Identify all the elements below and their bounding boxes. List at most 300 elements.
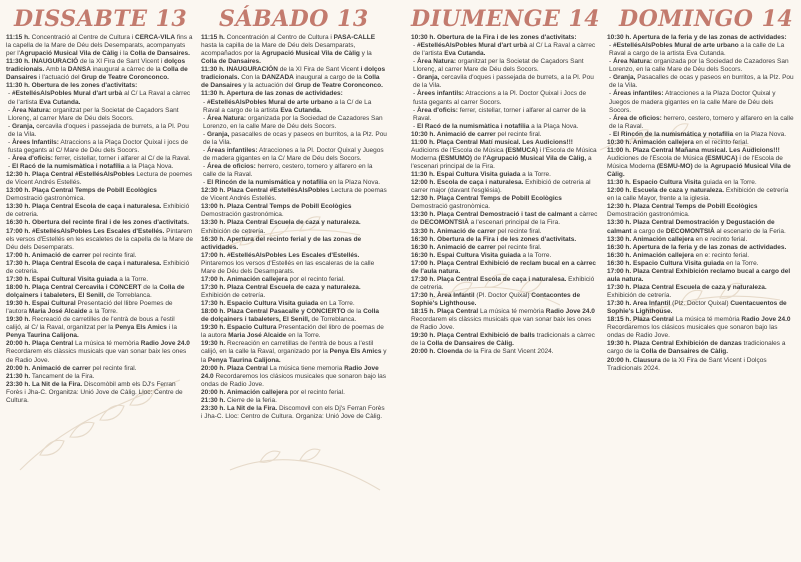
- schedule-entry: [6, 228, 193, 252]
- entry-highlight: #EstellésAlsPobles Mural de arte urbano: [612, 42, 739, 50]
- entry-text: -: [609, 114, 613, 122]
- schedule-entry: [607, 147, 795, 179]
- schedule-entry: [6, 260, 193, 276]
- entry-highlight: 10:30 h. Animació de carrer: [411, 130, 496, 138]
- entry-text: a la calle de La Raval a cargo de la artista Eva Cutanda.: [609, 42, 785, 58]
- entry-text: tradicionales a cargo de la: [607, 340, 786, 356]
- entry-text: -: [413, 90, 417, 98]
- entry-highlight: 13:00 h. Plaça Central Temps de Pobill Ecològics: [6, 187, 157, 195]
- entry-text: a la Torre.: [520, 251, 552, 259]
- entry-text: y la actuación del: [241, 82, 296, 90]
- schedule-entry: [6, 187, 193, 203]
- schedule-entry: [607, 300, 795, 316]
- activity-zone-item: [6, 163, 193, 171]
- entry-text: pel recinte firal.: [90, 251, 137, 259]
- entry-highlight: 19:30 h.: [6, 316, 31, 324]
- entry-highlight: 12:30 h. Plaza Central #EstellésAlsPobles: [201, 187, 330, 195]
- entry-text: Exhibición de cetrería.: [201, 292, 266, 299]
- entry-text: a l'escenari principal de la Fira.: [411, 154, 592, 170]
- schedule-entry: [607, 203, 795, 219]
- activity-zone-item: [411, 90, 599, 106]
- entry-text: Atracciones a la Plaza Doctor Quixal y Juegos de madera gigantes en la calle Mare de Déu dels Socors.: [609, 90, 776, 114]
- schedule-entry: [6, 365, 193, 373]
- schedule-entry: [201, 284, 387, 300]
- entry-highlight: Colla de Dansaires.: [201, 58, 261, 66]
- entry-highlight: Grup de Teatre Coronconco.: [81, 74, 169, 82]
- entry-highlight: 11:30 h. Obertura de les zones d'activitats:: [6, 82, 138, 90]
- entry-text: Pintarem els versos d'Estellés en les escaletes de la capella de la Mare de Déu dels Desemparats.: [6, 227, 193, 251]
- entry-text: Recordarem els clàssics musicals que van sonar baix les ones de Radio Jove.: [6, 348, 187, 364]
- entry-text: por el recinto ferial.: [287, 275, 345, 283]
- entry-text: -: [609, 58, 613, 66]
- entry-text: Atraccions a la Plaça Doctor Quixal i jocs de fusta gegants al C/ Mare de Déu dels Socors.: [8, 138, 188, 154]
- entry-highlight: Eva Cutanda.: [39, 98, 81, 106]
- entry-text: pasacalles de ocas y paseos en burritos, a la Plz. Pou de la Vila.: [203, 130, 387, 146]
- schedule-entry: [201, 308, 387, 324]
- entry-text: Demostración gastronómica.: [607, 211, 690, 219]
- entry-highlight: 13:30 h. Plaza Central Demostración y Degustación de calmant: [607, 219, 775, 235]
- entry-text: -: [8, 90, 12, 98]
- entry-highlight: Radio Jove 24.0: [741, 316, 791, 324]
- entry-highlight: 11:30 h. Espacio Cultura Visita: [607, 179, 702, 187]
- schedule-entry: [201, 34, 387, 66]
- entry-highlight: Granja,: [11, 122, 35, 130]
- entry-text: Pintaremos los versos d'Estellés en las escaleras de la calle Mare de Déu dels Desamparats.: [201, 259, 375, 275]
- entry-highlight: 17:30 h. Plaza Central Escuela de caza y naturaleza.: [607, 283, 767, 291]
- schedule-entry: [411, 211, 599, 227]
- column-sabado: [201, 6, 387, 421]
- entry-text: -: [413, 58, 417, 66]
- entry-highlight: El Racó de la numismàtica i notafília: [11, 163, 125, 170]
- entry-highlight: 13:30 h. Plaça Central Demostració i tast de calmant: [411, 211, 573, 219]
- entry-text: pel recinte firal.: [495, 243, 542, 251]
- entry-highlight: 13:30 h. Plaça Central Escola de caça i naturalesa.: [6, 203, 162, 211]
- schedule-entry: [201, 66, 387, 90]
- entry-highlight: Colla de Dansaires: [6, 66, 188, 82]
- entry-highlight: 17:00 h. #EstellésAlsPobles Les Escales d'Estellés.: [6, 227, 165, 235]
- schedule-entry: [201, 405, 387, 421]
- entry-text: y la: [201, 348, 387, 364]
- day-title: DOMINGO 14: [619, 6, 794, 32]
- entry-text: (Plz. Doctor Quixal): [670, 300, 731, 308]
- schedule-entry: [411, 276, 599, 292]
- entry-text: Presentación del libro de poemas de la autora: [201, 324, 384, 340]
- schedule-entry: [6, 58, 193, 82]
- schedule-entry: [607, 340, 795, 356]
- entry-highlight: 17:30 h. Espacio Cultura Visita guiada: [201, 300, 319, 308]
- column-diumenge: [411, 6, 599, 357]
- entry-text: pel recinte firal.: [90, 364, 137, 372]
- entry-highlight: Área de oficios:: [612, 114, 662, 122]
- entry-text: de Torreblanca.: [105, 292, 152, 299]
- entry-highlight: 19:30 h.: [201, 340, 226, 348]
- entry-highlight: 16:30 h. Animació de carrer: [411, 243, 496, 251]
- entry-text: a la Plaça Nova.: [124, 163, 174, 170]
- entry-text: en el recinto ferial.: [693, 138, 749, 146]
- schedule-list: [6, 34, 193, 405]
- entry-highlight: Granja,: [416, 74, 440, 82]
- schedule-list: [607, 34, 795, 373]
- entry-text: guiada en la Torre.: [701, 179, 757, 187]
- schedule-list: [411, 34, 599, 357]
- entry-text: -: [8, 122, 12, 130]
- entry-highlight: Colla de dolçainers i tabaleters, El Senill,: [201, 308, 380, 324]
- schedule-entry: [6, 171, 193, 187]
- entry-highlight: 23:30 h. La Nit de la Fira.: [6, 380, 83, 388]
- entry-text: Lectura de poemas de Vicent Andrés Estellés.: [201, 187, 387, 203]
- entry-highlight: dolços tradicionals.: [6, 58, 186, 74]
- schedule-entry: [6, 203, 193, 219]
- column-domingo: [607, 6, 795, 373]
- schedule-entry: [411, 34, 599, 42]
- entry-text: a la Torre.: [87, 308, 118, 316]
- entry-text: Con la: [239, 74, 262, 82]
- entry-highlight: Agrupació Musical Vila de Càlig.: [607, 163, 791, 179]
- entry-text: Recordaremos los clásicos musicales que sonaron bajo las ondas de Radio Jove.: [607, 324, 778, 340]
- activity-zone-item: [411, 107, 599, 123]
- entry-text: de la: [141, 283, 160, 291]
- schedule-entry: [201, 219, 387, 235]
- entry-text: en la Torre.: [724, 259, 759, 267]
- entry-text: Demostració gastronòmica.: [411, 203, 491, 211]
- schedule-entry: [201, 276, 387, 284]
- schedule-entry: [411, 332, 599, 348]
- entry-text: de la: [692, 163, 711, 170]
- entry-text: i la: [166, 324, 178, 332]
- entry-highlight: 20:00 h. Plaça Central: [6, 340, 74, 348]
- entry-highlight: 21:30 h.: [201, 396, 226, 404]
- entry-text: de la Fira de Sant Vicent 2024.: [462, 348, 554, 356]
- entry-text: Demostració gastronòmica.: [6, 195, 86, 203]
- schedule-entry: [411, 348, 599, 356]
- entry-highlight: 16:30 h. Apertura de la feria y de las zonas de actividades.: [607, 243, 787, 251]
- entry-text: tradicionals a càrrec de la: [411, 332, 595, 348]
- entry-highlight: Agrupació Musical Vila de Càlig: [19, 50, 119, 58]
- entry-highlight: 19:30 h. Plaça Central Exhibició de balls: [411, 332, 535, 340]
- entry-text: -: [8, 163, 12, 170]
- entry-text: Concentració al Centre de Cultura i: [29, 34, 135, 41]
- entry-highlight: 13:00 h. Plaza Central Temps de Pobill Ecològics: [201, 203, 352, 211]
- entry-highlight: 11:00 h. Plaza Central Mañana musical. Les Audicions!!!: [607, 146, 780, 154]
- entry-text: -: [8, 138, 12, 146]
- entry-text: -: [609, 130, 613, 138]
- entry-highlight: El Rincón de la numismática y notafilia: [612, 130, 734, 138]
- entry-highlight: 20:00 h. Animació de carrer: [6, 364, 91, 372]
- schedule-entry: [411, 252, 599, 260]
- entry-highlight: Granja,: [206, 130, 230, 138]
- entry-highlight: #EstellésAlsPobles Mural d'art urbà: [11, 90, 123, 98]
- entry-text: i la: [118, 50, 130, 58]
- schedule-entry: [201, 365, 387, 389]
- entry-text: La música tiene memoria: [267, 364, 345, 372]
- entry-text: Concentración al Centro de Cultura i: [224, 34, 334, 41]
- entry-highlight: Colla de Dansaires: [201, 74, 380, 90]
- schedule-entry: [607, 268, 795, 284]
- entry-text: ferrer, cistellar, torner i alfarer al C/ de la Raval.: [52, 154, 191, 162]
- entry-highlight: Áreas infantiles:: [612, 90, 664, 98]
- entry-highlight: 19:30 h. Plaza Central Exhibición de danzas: [607, 340, 742, 348]
- column-dissabte: [6, 6, 193, 405]
- entry-text: organitzat per la Societat de Caçadors Sant Llorenç, al carrer Mare de Déu dels Socors.: [8, 106, 179, 122]
- entry-highlight: Penya Els Amics: [115, 324, 167, 332]
- activity-zone-item: [607, 90, 795, 114]
- schedule-entry: [411, 131, 599, 139]
- schedule-entry: [201, 389, 387, 397]
- entry-highlight: Área Natura:: [612, 58, 652, 66]
- entry-highlight: 13:30 h. Animación callejera: [607, 235, 694, 243]
- schedule-entry: [6, 340, 193, 364]
- entry-highlight: Penya Els Amics: [329, 348, 382, 356]
- schedule-entry: [607, 236, 795, 244]
- entry-highlight: Maria José Alcaide: [28, 308, 88, 316]
- schedule-entry: [411, 244, 599, 252]
- entry-highlight: Penya Taurina Calijona.: [6, 332, 79, 340]
- schedule-entry: [411, 179, 599, 195]
- entry-highlight: 11:15 h.: [201, 34, 225, 41]
- entry-text: -: [8, 106, 12, 114]
- entry-highlight: Área Natura:: [206, 114, 246, 122]
- entry-highlight: Agrupació Musical Vila de Càlig: [261, 50, 360, 58]
- entry-highlight: Àrea Natura:: [416, 58, 456, 66]
- entry-highlight: 17:00 h. #EstellésAlsPobles Les Escales d'Estellés.: [201, 251, 360, 259]
- entry-text: Tancament de la Fira.: [30, 372, 95, 380]
- entry-text: -: [413, 42, 417, 50]
- schedule-entry: [411, 139, 599, 171]
- schedule-entry: [607, 260, 795, 268]
- schedule-entry: [607, 357, 795, 373]
- entry-highlight: 17:30 h. Area Infantil: [607, 300, 671, 308]
- schedule-entry: [6, 300, 193, 316]
- entry-text: organizada por la Sociedad de Cazadores San Lorenzo, en la calle Mare de Déu dels Socors.: [609, 58, 789, 74]
- schedule-entry: [411, 236, 599, 244]
- entry-text: herrero, cestero, tornero y alfarero en la calle de la Raval.: [609, 114, 794, 130]
- entry-text: Discomòbil amb els DJ's Ferran Forès i Jha-C. Organitza: Unió Jove de Càlig. Lloc: Centre de Cultura.: [6, 380, 183, 404]
- entry-text: al C/ La Raval a càrrec de l'artista: [413, 42, 596, 58]
- entry-text: organitzat per la Societat de Caçadors Sant Llorenç, al carrer Mare de Déu dels Socors.: [413, 58, 584, 74]
- schedule-entry: [6, 373, 193, 381]
- entry-highlight: 18:00 h. Plaza Central Pasacalle y CONCIERTO: [201, 308, 346, 316]
- entry-highlight: 12:30 h. Plaça Central #EstellésAlsPobles: [6, 171, 135, 179]
- entry-highlight: 12:30 h. Plaça Central Temps de Pobill Ecològics: [411, 195, 562, 203]
- entry-highlight: 17:30 h. Espai Cultural Visita guiada: [6, 275, 118, 283]
- schedule-entry: [201, 324, 387, 340]
- entry-text: pel recinte firal.: [495, 130, 542, 138]
- entry-text: Amb la: [44, 66, 68, 74]
- entry-highlight: 17:30 h. Àrea Infantil: [411, 292, 475, 299]
- entry-text: en e recinto ferial.: [693, 235, 748, 243]
- schedule-entry: [607, 252, 795, 260]
- entry-highlight: 21:30 h.: [6, 372, 31, 380]
- entry-text: -: [203, 179, 207, 187]
- schedule-entry: [607, 316, 795, 340]
- schedule-entry: [411, 292, 599, 308]
- entry-highlight: Àrea d'oficis:: [11, 154, 53, 162]
- entry-text: -: [203, 146, 207, 154]
- entry-text: Pasacalles de ocas y paseos en burritos, a la Plz. Pou de la Vila.: [609, 74, 794, 90]
- entry-highlight: 17:00 h. Plaza Central Exhibición reclamo bucal a cargo del aula natura.: [607, 267, 791, 283]
- entry-text: a la Plaça Nova.: [529, 122, 579, 130]
- entry-text: Exhibición de cetrería en la calle Mayor, frente a la iglesia.: [607, 187, 789, 203]
- entry-text: a la Torre.: [117, 275, 149, 283]
- schedule-entry: [411, 171, 599, 179]
- entry-text: Exhibició de cetreria.: [411, 275, 595, 291]
- entry-text: -: [413, 106, 417, 114]
- entry-highlight: 11:30 h. Apertura de las zonas de actividades:: [201, 90, 343, 98]
- entry-text: cercavila d'oques i passejada de burrets, a la Pl. Pou de la Vila.: [413, 74, 594, 90]
- activity-zone-item: [411, 58, 599, 74]
- schedule-entry: [607, 244, 795, 252]
- entry-text: -: [413, 122, 417, 130]
- entry-highlight: Eva Cutanda.: [444, 50, 486, 58]
- schedule-entry: [6, 316, 193, 340]
- entry-highlight: 20:00 h. Plaza Central: [201, 364, 268, 372]
- entry-text: herrero, cestero, tornero y alfarero en la calle de la Raval.: [203, 163, 373, 179]
- entry-highlight: DANSA: [67, 66, 91, 74]
- schedule-entry: [607, 34, 795, 42]
- entry-highlight: Áreas infantiles:: [206, 146, 258, 154]
- entry-text: de Torreblanca.: [309, 316, 357, 324]
- activity-zone-item: [201, 99, 387, 115]
- entry-highlight: 16:30 h. Apertura del recinto ferial y de las zonas de actividades.: [201, 235, 362, 251]
- entry-highlight: Àrea Natura:: [11, 106, 51, 114]
- entry-highlight: 17:00 h. Animació de carrer: [6, 251, 91, 259]
- entry-text: ferrer, cistellar, torner i alfarer al carrer de la Raval.: [413, 106, 586, 122]
- entry-highlight: Àrees Infantils:: [11, 138, 59, 146]
- day-title: SÁBADO 13: [219, 6, 369, 32]
- entry-highlight: Área de oficios:: [206, 163, 256, 170]
- entry-text: cercavila d'oques i passejada de burrets, a la Pl. Pou de la Vila.: [8, 122, 189, 138]
- entry-text: Exhibició de cetreria al carrer major (davant l'església).: [411, 179, 591, 195]
- activity-zone-item: [607, 42, 795, 58]
- day-title: DISSABTE 13: [14, 6, 188, 32]
- activity-zone-item: [6, 90, 193, 106]
- entry-text: de la XI Fira de Sant Vicent i Dolços Tradicionals 2024.: [607, 356, 767, 372]
- entry-highlight: DECOMONTSIÀ: [665, 227, 715, 235]
- entry-text: La música té memòria: [478, 308, 546, 316]
- entry-text: de la XI Fira de Sant Vicent i: [78, 58, 165, 66]
- entry-highlight: Colla de Dansaires de Càlig.: [426, 340, 514, 348]
- entry-text: por el recinto ferial.: [287, 388, 345, 396]
- schedule-entry: [201, 397, 387, 405]
- activity-zone-item: [6, 123, 193, 139]
- entry-text: (Pl. Doctor Quixal): [474, 292, 532, 299]
- schedule-entry: [6, 284, 193, 300]
- entry-text: -: [609, 74, 613, 82]
- entry-text: organizada por la Sociedad de Cazadores San Lorenzo, en la calle Mare de Déu dels Socors.: [203, 114, 383, 130]
- entry-text: -: [203, 98, 207, 106]
- entry-text: al C/ La Raval a càrrec de l'artista: [8, 90, 191, 106]
- entry-text: Exhibición de cetrería.: [607, 292, 672, 299]
- entry-highlight: 18:15 h. Plaça Central: [411, 308, 479, 316]
- entry-text: -: [609, 90, 613, 98]
- schedule-entry: [201, 300, 387, 308]
- entry-highlight: (ESMUMO): [438, 154, 473, 162]
- entry-text: de la XI Fira de Sant Vicent: [277, 66, 361, 74]
- entry-text: a càrrec de: [411, 211, 598, 227]
- activity-zone-item: [411, 74, 599, 90]
- entry-text: Cierre de la feria.: [225, 396, 277, 404]
- entry-text: -: [203, 114, 207, 122]
- entry-text: Exhibició de cetreria.: [6, 259, 190, 275]
- activity-zone-item: [6, 139, 193, 155]
- schedule-entry: [201, 236, 387, 252]
- entry-text: -: [203, 130, 207, 138]
- entry-highlight: DANZADA: [261, 74, 294, 82]
- entry-highlight: 16:30 h. Obertura de la Fira i de les zones d'activitats.: [411, 235, 577, 243]
- entry-highlight: (ESMUCA): [505, 146, 538, 154]
- entry-text: -: [413, 74, 417, 82]
- entry-text: a la C/ de La Raval a cargo de la artista: [203, 98, 372, 114]
- schedule-entry: [6, 82, 193, 90]
- entry-highlight: Àrees infantils:: [416, 90, 464, 98]
- entry-text: i l'actuació del: [37, 74, 82, 82]
- entry-highlight: 16:30 h. Obertura del recinte firal i de les zones d'activitats.: [6, 219, 189, 227]
- schedule-entry: [411, 260, 599, 276]
- schedule-entry: [201, 340, 387, 364]
- entry-text: Recordarem els clàssics musicals que van sonar baix les ones de Radio Jove.: [411, 316, 592, 332]
- entry-text: inaugural a càrrec de la: [90, 66, 163, 74]
- schedule-entry: [411, 195, 599, 211]
- entry-text: en La Torre.: [318, 300, 355, 308]
- entry-highlight: 17:30 h. Plaça Central Escola de caça i naturalesa.: [411, 275, 567, 283]
- entry-text: Audiciones de l'Escola de Música: [607, 154, 706, 162]
- entry-text: inaugural a cargo de la: [293, 74, 364, 82]
- entry-text: a cargo de: [631, 227, 666, 235]
- entry-text: Demostración gastronómica.: [201, 211, 284, 219]
- activity-zone-item: [201, 179, 387, 187]
- entry-highlight: Granja,: [612, 74, 636, 82]
- schedule-entry: [201, 90, 387, 98]
- entry-highlight: 17:30 h. Plaza Central Escuela de caza y naturaleza.: [201, 283, 361, 291]
- entry-highlight: 19:30 h. Espai Cultural: [6, 300, 76, 308]
- entry-text: pel recinte firal.: [495, 227, 542, 235]
- entry-highlight: Eva Cutanda.: [280, 106, 322, 114]
- activity-zone-item: [607, 74, 795, 90]
- entry-text: hasta la capilla de la Mare de Déu dels Desamparats, acompañados por la: [201, 42, 356, 58]
- schedule-entry: [607, 284, 795, 300]
- entry-highlight: 20:00 h. Clausura: [607, 356, 661, 364]
- entry-highlight: Radio Jove 24.0: [140, 340, 190, 348]
- entry-highlight: Penya Taurina Calijona.: [207, 356, 281, 364]
- activity-zone-item: [411, 42, 599, 58]
- schedule-list: [201, 34, 387, 421]
- entry-text: La música té memòria: [73, 340, 141, 348]
- entry-text: Lectura de poemes de Vicent Andrés Estellés.: [6, 171, 193, 187]
- entry-text: -: [203, 163, 207, 170]
- entry-highlight: Contacontes de Sophie's Lighthouse.: [411, 292, 581, 308]
- entry-highlight: 12:00 h. Escola de caça i naturalesa.: [411, 179, 524, 187]
- entry-text: i de l'Escola de Música Moderna: [607, 154, 783, 170]
- schedule-entry: [6, 219, 193, 227]
- entry-highlight: 11:15 h.: [6, 34, 30, 41]
- schedule-entry: [6, 276, 193, 284]
- activity-zone-item: [6, 107, 193, 123]
- entry-text: Presentació del llibre Poemes de l'autora: [6, 300, 173, 316]
- entry-text: Discomovil con els Dj's Ferran Forès i Jha-C. Lloc: Centro de Cultura. Organiza: Unió Jove de Càlig.: [201, 404, 385, 420]
- activity-zone-item: [201, 131, 387, 147]
- activity-zone-item: [201, 163, 387, 179]
- entry-highlight: l'Agrupació Musical Vila de Càlig,: [482, 154, 587, 162]
- entry-highlight: Grup de Teatre Coronconco.: [295, 82, 383, 90]
- schedule-entry: [607, 187, 795, 203]
- entry-text: en la Plaza Nova.: [733, 130, 787, 138]
- activity-zone-item: [607, 131, 795, 139]
- entry-text: Audicions de l'Escola de Música: [411, 146, 506, 154]
- schedule-entry: [411, 308, 599, 332]
- schedule-entry: [201, 203, 387, 219]
- entry-text: en la Plaza Nova.: [327, 179, 381, 187]
- entry-text: Recordaremos los clásicos musicales que sonaron bajo las ondas de Radio Jove.: [201, 372, 386, 388]
